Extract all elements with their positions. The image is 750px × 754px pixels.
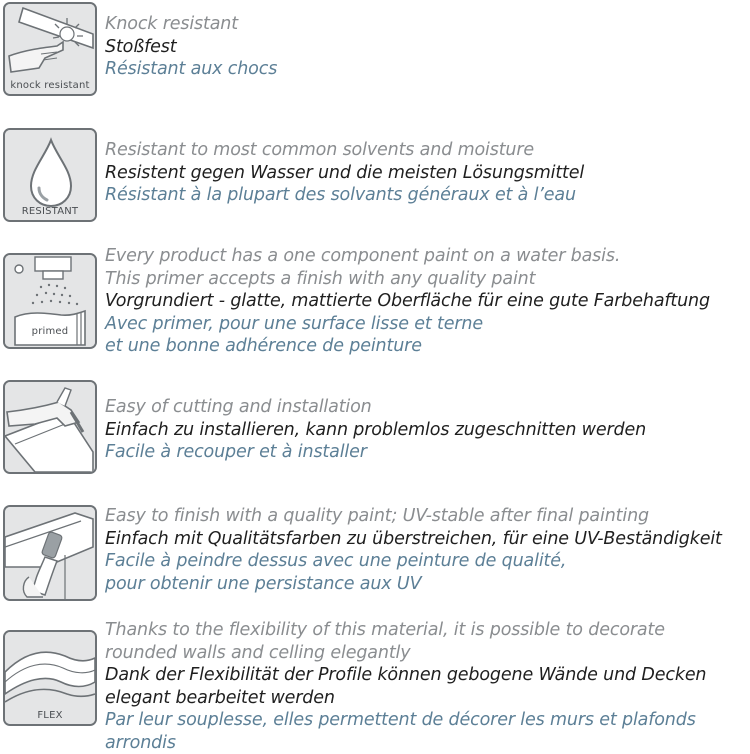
text-french: Avec primer, pour une surface lisse et terne — [105, 313, 750, 336]
flex-wave-icon — [3, 630, 97, 726]
knock-resistant-icon — [3, 2, 97, 96]
text-german: Vorgrundiert - glatte, mattierte Oberfläche für eine gute Farbehaftung — [105, 290, 750, 313]
text-english: Knock resistant — [105, 13, 750, 36]
text-english: Easy of cutting and installation — [105, 396, 750, 419]
cutting-hand-icon — [3, 380, 97, 474]
feature-text — [105, 139, 750, 207]
text-french: Facile à recouper et à installer — [105, 441, 750, 464]
feature-text — [105, 619, 750, 754]
icon-label: FLEX — [5, 710, 95, 721]
text-german: Einfach mit Qualitätsfarben zu überstreichen, für eine UV-Beständigkeit — [105, 528, 750, 551]
text-english: Resistant to most common solvents and moisture — [105, 139, 750, 162]
feature-text — [105, 245, 750, 358]
water-drop-icon — [3, 128, 97, 222]
text-french: arrondis — [105, 732, 750, 754]
text-german: Resistent gegen Wasser und die meisten Lösungsmittel — [105, 162, 750, 185]
text-french: Par leur souplesse, elles permettent de décorer les murs et plafonds — [105, 709, 750, 732]
text-french: Facile à peindre dessus avec une peinture de qualité, — [105, 550, 750, 573]
text-english: This primer accepts a finish with any quality paint — [105, 268, 750, 291]
text-french: pour obtenir une persistance aux UV — [105, 573, 750, 596]
text-english: rounded walls and celling elegantly — [105, 642, 750, 665]
icon-label: primed — [5, 326, 95, 337]
text-english: Thanks to the flexibility of this material, it is possible to decorate — [105, 619, 750, 642]
icon-label: knock resistant — [5, 80, 95, 91]
text-german: elegant bearbeitet werden — [105, 687, 750, 710]
feature-text — [105, 13, 750, 81]
feature-text — [105, 396, 750, 464]
text-french: Résistant aux chocs — [105, 58, 750, 81]
text-german: Dank der Flexibilität der Profile können gebogene Wände und Decken — [105, 664, 750, 687]
spray-primed-icon — [3, 253, 97, 349]
text-german: Stoßfest — [105, 36, 750, 59]
text-french: Résistant à la plupart des solvants généraux et à l’eau — [105, 184, 750, 207]
text-german: Einfach zu installieren, kann problemlos zugeschnitten werden — [105, 419, 750, 442]
text-english: Easy to finish with a quality paint; UV-stable after final painting — [105, 505, 750, 528]
text-french: et une bonne adhérence de peinture — [105, 335, 750, 358]
paint-brush-icon — [3, 505, 97, 601]
feature-text — [105, 505, 750, 595]
icon-label: RESISTANT — [5, 206, 95, 217]
text-english: Every product has a one component paint on a water basis. — [105, 245, 750, 268]
